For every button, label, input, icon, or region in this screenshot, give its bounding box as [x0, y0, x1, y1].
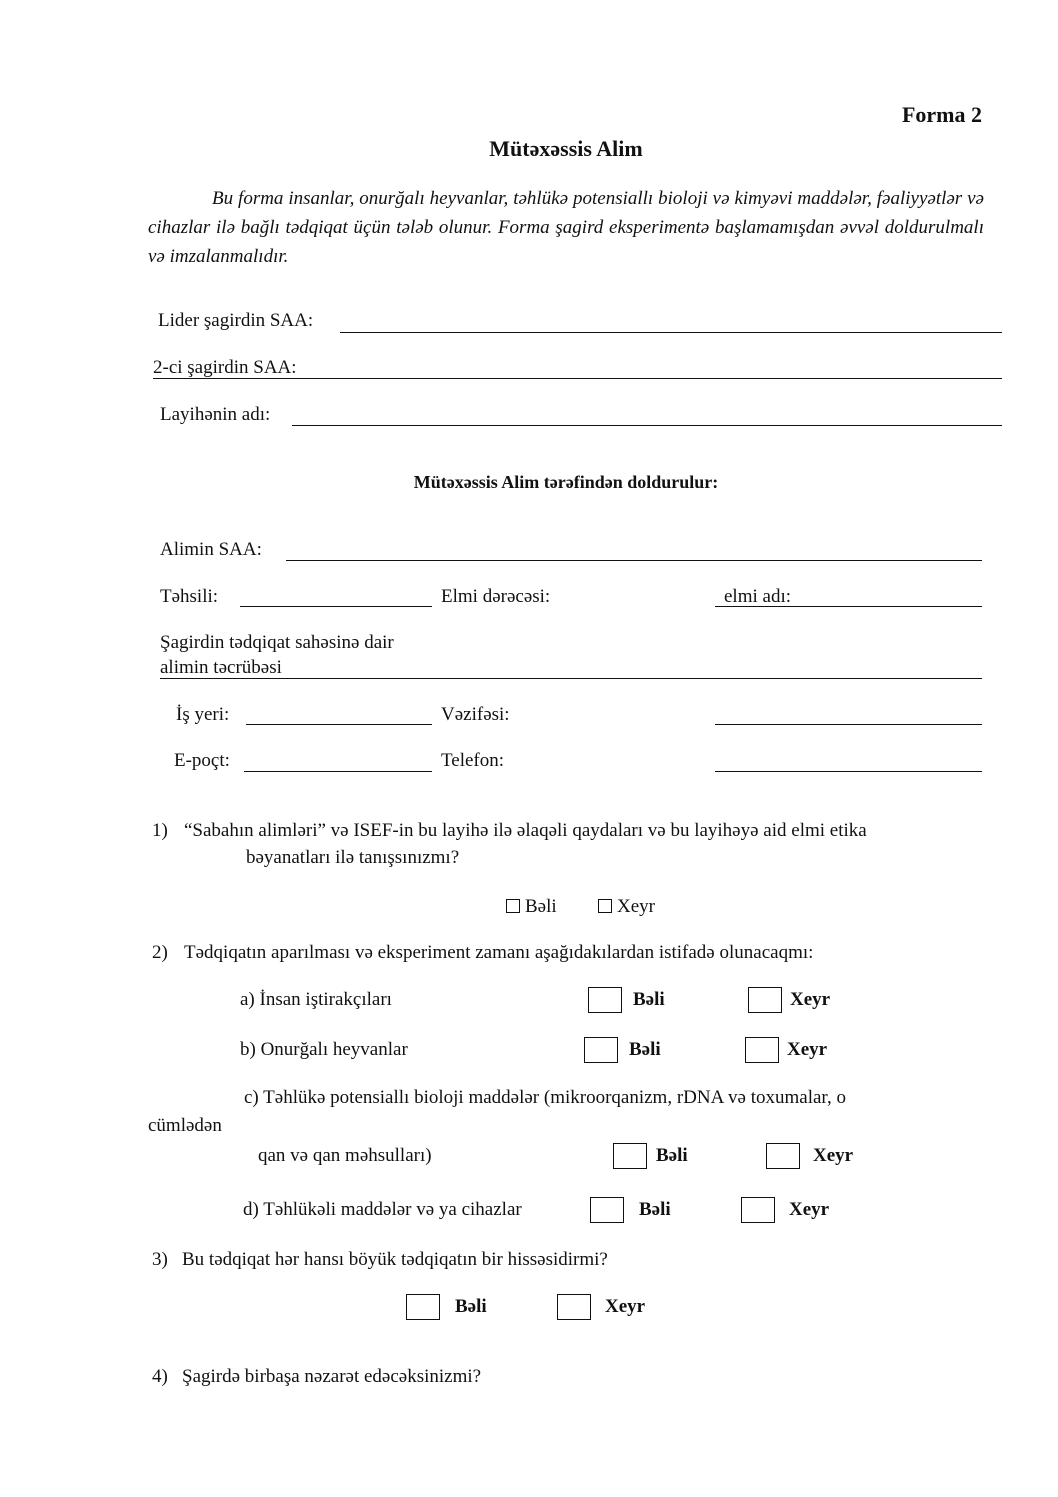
q3-text: Bu tədqiqat hər hansı böyük tədqiqatın bir hissəsidirmi?: [182, 1249, 608, 1270]
phone-field[interactable]: [715, 771, 982, 772]
education-field[interactable]: [240, 606, 432, 607]
second-student-label: 2-ci şagirdin SAA:: [153, 357, 297, 378]
email-field[interactable]: [244, 771, 432, 772]
degree-label: Elmi dərəcəsi:: [441, 586, 551, 607]
q2c-label-line1: c) Təhlükə potensiallı bioloji maddələr (mikroorqanizm, rDNA və toxumalar, o: [244, 1087, 846, 1108]
page-title: Mütəxəssis Alim: [489, 136, 643, 161]
leader-student-label: Lider şagirdin SAA:: [158, 310, 314, 331]
q1-text-line1: “Sabahın alimləri” və ISEF-in bu layihə ilə əlaqəli qaydaları və bu layihəyə aid elmi etika: [184, 820, 867, 841]
q2d-no-label: Xeyr: [789, 1199, 830, 1220]
q3-yes-label: Bəli: [455, 1296, 487, 1317]
position-field[interactable]: [715, 724, 982, 725]
q2b-label: b) Onurğalı heyvanlar: [240, 1039, 408, 1060]
q1-no-checkbox[interactable]: [598, 899, 612, 913]
q1-text-line2: bəyanatları ilə tanışsınızmı?: [246, 847, 460, 868]
q2c-label-line3: qan və qan məhsulları): [258, 1145, 432, 1166]
q1-number: 1): [152, 820, 168, 841]
q2-text: Tədqiqatın aparılması və eksperiment zamanı aşağıdakılardan istifadə olunacaqmı:: [184, 942, 814, 963]
academic-title-field[interactable]: [715, 606, 982, 607]
q2b-yes-label: Bəli: [629, 1039, 661, 1060]
q1-no-option[interactable]: [598, 896, 655, 918]
q2d-label: d) Təhlükəli maddələr və ya cihazlar: [243, 1199, 522, 1220]
q2a-no-label: Xeyr: [790, 989, 831, 1010]
project-name-label: Layihənin adı:: [160, 404, 271, 425]
q2c-no-checkbox[interactable]: [766, 1143, 800, 1169]
email-label: E-poçt:: [174, 750, 230, 771]
q3-no-label: Xeyr: [605, 1296, 646, 1317]
q2b-no-label: Xeyr: [787, 1039, 828, 1060]
q3-yes-checkbox[interactable]: [406, 1294, 440, 1320]
q1-no-label: Xeyr: [617, 896, 655, 917]
q2a-yes-checkbox[interactable]: [588, 987, 622, 1013]
experience-field[interactable]: [160, 678, 982, 679]
q2b-yes-checkbox[interactable]: [584, 1037, 618, 1063]
q2a-label: a) İnsan iştirakçıları: [240, 989, 392, 1010]
second-student-field[interactable]: [153, 378, 1002, 379]
q1-yes-checkbox[interactable]: [506, 899, 520, 913]
q2d-no-checkbox[interactable]: [741, 1197, 775, 1223]
form-number: Forma 2: [901, 102, 982, 127]
project-name-field[interactable]: [292, 425, 1002, 426]
q2c-yes-checkbox[interactable]: [613, 1143, 647, 1169]
q2c-yes-label: Bəli: [656, 1145, 688, 1166]
q2a-yes-label: Bəli: [633, 989, 665, 1010]
q4-number: 4): [152, 1366, 168, 1387]
q2b-no-checkbox[interactable]: [745, 1037, 779, 1063]
q2d-yes-checkbox[interactable]: [590, 1197, 624, 1223]
q4-text: Şagirdə birbaşa nəzarət edəcəksinizmi?: [182, 1366, 482, 1387]
q3-no-checkbox[interactable]: [557, 1294, 591, 1320]
expert-section-heading: Mütəxəssis Alim tərəfindən doldurulur:: [413, 472, 719, 492]
expert-name-label: Alimin SAA:: [160, 539, 262, 560]
q2a-no-checkbox[interactable]: [748, 987, 782, 1013]
q1-yes-label: Bəli: [525, 896, 557, 917]
q3-number: 3): [152, 1249, 168, 1270]
q2-number: 2): [152, 942, 168, 963]
intro-text: Bu forma insanlar, onurğalı heyvanlar, təhlükə potensiallı bioloji və kimyəvi maddələr, fəaliyyətlər və cihazlar ilə bağlı tədqiqat üçün tələb olunur. Forma şagird eksperimentə başlamamışdan əvvəl doldurulmalı və imzalanmalıdır.: [148, 188, 984, 267]
position-label: Vəzifəsi:: [441, 704, 510, 725]
academic-title-label: elmi adı:: [724, 586, 792, 607]
workplace-label: İş yeri:: [176, 704, 230, 725]
leader-student-field[interactable]: [340, 332, 1002, 333]
q2c-no-label: Xeyr: [813, 1145, 854, 1166]
q2c-label-line2: cümlədən: [148, 1115, 222, 1136]
q2d-yes-label: Bəli: [639, 1199, 671, 1220]
phone-label: Telefon:: [441, 750, 505, 771]
expert-name-field[interactable]: [286, 560, 982, 561]
experience-label-line1: Şagirdin tədqiqat sahəsinə dair: [160, 632, 394, 653]
q1-yes-option[interactable]: [506, 896, 557, 918]
education-label: Təhsili:: [160, 586, 219, 607]
workplace-field[interactable]: [246, 724, 432, 725]
experience-label-line2: alimin təcrübəsi: [160, 657, 282, 678]
